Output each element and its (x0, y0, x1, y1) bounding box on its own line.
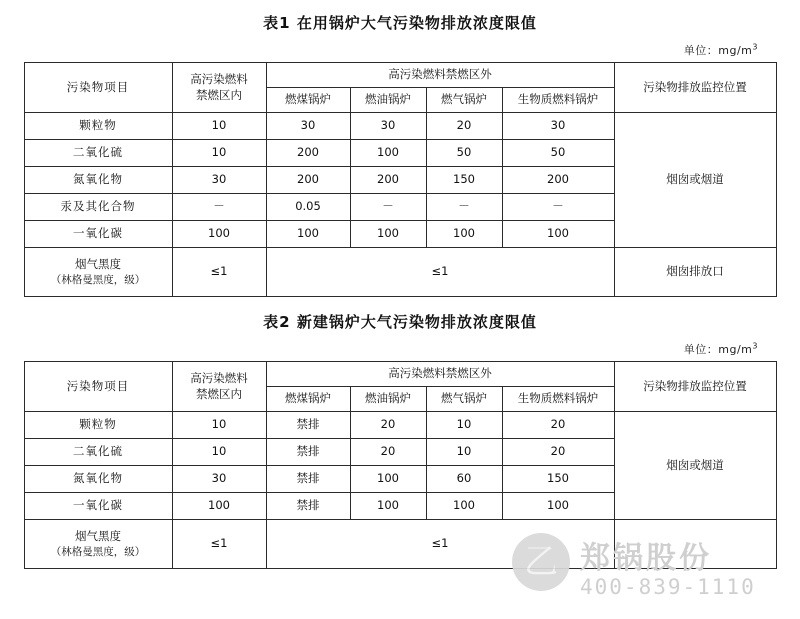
table-2-header-row-1 (24, 362, 776, 387)
table-2 (24, 361, 777, 569)
row-bio: － (502, 194, 614, 221)
row-oil: 100 (350, 466, 426, 493)
row-bio: 20 (502, 439, 614, 466)
watermark-company-name: 郑锅股份 (580, 541, 712, 576)
row-item: 二氧化硫 (24, 140, 172, 167)
header-zone-inside (172, 362, 266, 412)
table-row-smoke (24, 520, 776, 569)
row-item: 氮氧化物 (24, 466, 172, 493)
row-gas: 100 (426, 493, 502, 520)
header-pollutant-item: 污染物项目 (24, 362, 172, 412)
smoke-zone-in: ≤1 (172, 248, 266, 297)
row-bio: 200 (502, 167, 614, 194)
row-gas: 150 (426, 167, 502, 194)
row-item: 颗粒物 (24, 412, 172, 439)
table-1-unit-text: 单位：mg/m (683, 44, 753, 57)
row-item: 氮氧化物 (24, 167, 172, 194)
row-coal: 禁排 (266, 466, 350, 493)
row-bio: 100 (502, 221, 614, 248)
smoke-item-line1: 烟气黑度 (75, 529, 121, 544)
row-coal: 禁排 (266, 439, 350, 466)
table-2-unit-exponent: 3 (752, 341, 758, 351)
row-gas: 20 (426, 113, 502, 140)
row-coal: 0.05 (266, 194, 350, 221)
header-coal-boiler: 燃煤锅炉 (266, 88, 350, 113)
row-zone-in: 100 (172, 493, 266, 520)
header-coal-boiler: 燃煤锅炉 (266, 387, 350, 412)
header-zone-inside-line2: 禁燃区内 (196, 386, 242, 401)
row-oil: 30 (350, 113, 426, 140)
table-row (24, 113, 776, 140)
row-bio: 30 (502, 113, 614, 140)
header-gas-boiler: 燃气锅炉 (426, 387, 502, 412)
row-gas: 60 (426, 466, 502, 493)
row-oil: － (350, 194, 426, 221)
row-item: 一氧化碳 (24, 221, 172, 248)
row-oil: 100 (350, 140, 426, 167)
table-1-unit-exponent: 3 (752, 42, 758, 52)
row-coal: 200 (266, 167, 350, 194)
smoke-item-line1: 烟气黑度 (75, 257, 121, 272)
row-item: 颗粒物 (24, 113, 172, 140)
monitor-main-cell: 烟囱或烟道 (614, 113, 776, 248)
table-1-header-row-1 (24, 63, 776, 88)
row-oil: 20 (350, 439, 426, 466)
row-bio: 100 (502, 493, 614, 520)
row-gas: － (426, 194, 502, 221)
header-zone-inside (172, 63, 266, 113)
table-row (24, 412, 776, 439)
header-pollutant-item: 污染物项目 (24, 63, 172, 113)
row-gas: 50 (426, 140, 502, 167)
row-zone-in: － (172, 194, 266, 221)
header-monitor-location: 污染物排放监控位置 (614, 362, 776, 412)
row-zone-in: 10 (172, 439, 266, 466)
smoke-outside: ≤1 (266, 248, 614, 297)
row-item: 汞及其化合物 (24, 194, 172, 221)
row-gas: 100 (426, 221, 502, 248)
smoke-item-line2: （林格曼黑度，级） (50, 273, 146, 286)
table-1 (24, 62, 777, 297)
header-oil-boiler: 燃油锅炉 (350, 387, 426, 412)
row-gas: 10 (426, 412, 502, 439)
header-zone-inside-line2: 禁燃区内 (196, 87, 242, 102)
monitor-smoke-cell: 烟囱排放口 (614, 248, 776, 297)
smoke-item-line2: （林格曼黑度，级） (50, 545, 146, 558)
table-1-title: 表1 在用锅炉大气污染物排放浓度限值 (263, 14, 537, 32)
row-oil: 200 (350, 167, 426, 194)
row-coal: 100 (266, 221, 350, 248)
table-2-unit (16, 332, 784, 361)
watermark-logo-glyph: 乙 (524, 542, 558, 582)
row-zone-in: 30 (172, 466, 266, 493)
row-bio: 150 (502, 466, 614, 493)
table-1-unit (16, 33, 784, 62)
row-zone-in: 10 (172, 140, 266, 167)
header-biomass-boiler: 生物质燃料锅炉 (502, 88, 614, 113)
smoke-outside: ≤1 (266, 520, 614, 569)
row-coal: 禁排 (266, 493, 350, 520)
header-gas-boiler: 燃气锅炉 (426, 88, 502, 113)
row-zone-in: 10 (172, 113, 266, 140)
header-zone-inside-line1: 高污染燃料 (190, 370, 248, 385)
table-row-smoke (24, 248, 776, 297)
row-bio: 50 (502, 140, 614, 167)
monitor-smoke-cell (614, 520, 776, 569)
row-oil: 100 (350, 221, 426, 248)
header-zone-inside-line1: 高污染燃料 (190, 71, 248, 86)
table-2-unit-text: 单位：mg/m (683, 343, 753, 356)
row-item: 二氧化硫 (24, 439, 172, 466)
row-zone-in: 30 (172, 167, 266, 194)
header-zone-outside-group: 高污染燃料禁燃区外 (266, 63, 614, 88)
header-monitor-location: 污染物排放监控位置 (614, 63, 776, 113)
header-oil-boiler: 燃油锅炉 (350, 88, 426, 113)
row-zone-in: 100 (172, 221, 266, 248)
row-coal: 200 (266, 140, 350, 167)
row-zone-in: 10 (172, 412, 266, 439)
row-bio: 20 (502, 412, 614, 439)
smoke-zone-in: ≤1 (172, 520, 266, 569)
row-gas: 10 (426, 439, 502, 466)
header-biomass-boiler: 生物质燃料锅炉 (502, 387, 614, 412)
row-oil: 20 (350, 412, 426, 439)
watermark-phone: 400-839-1110 (580, 575, 756, 599)
table-2-title: 表2 新建锅炉大气污染物排放浓度限值 (263, 313, 537, 331)
row-coal: 30 (266, 113, 350, 140)
header-zone-outside-group: 高污染燃料禁燃区外 (266, 362, 614, 387)
smoke-item (24, 520, 172, 569)
row-item: 一氧化碳 (24, 493, 172, 520)
smoke-item (24, 248, 172, 297)
monitor-main-cell: 烟囱或烟道 (614, 412, 776, 520)
row-coal: 禁排 (266, 412, 350, 439)
row-oil: 100 (350, 493, 426, 520)
